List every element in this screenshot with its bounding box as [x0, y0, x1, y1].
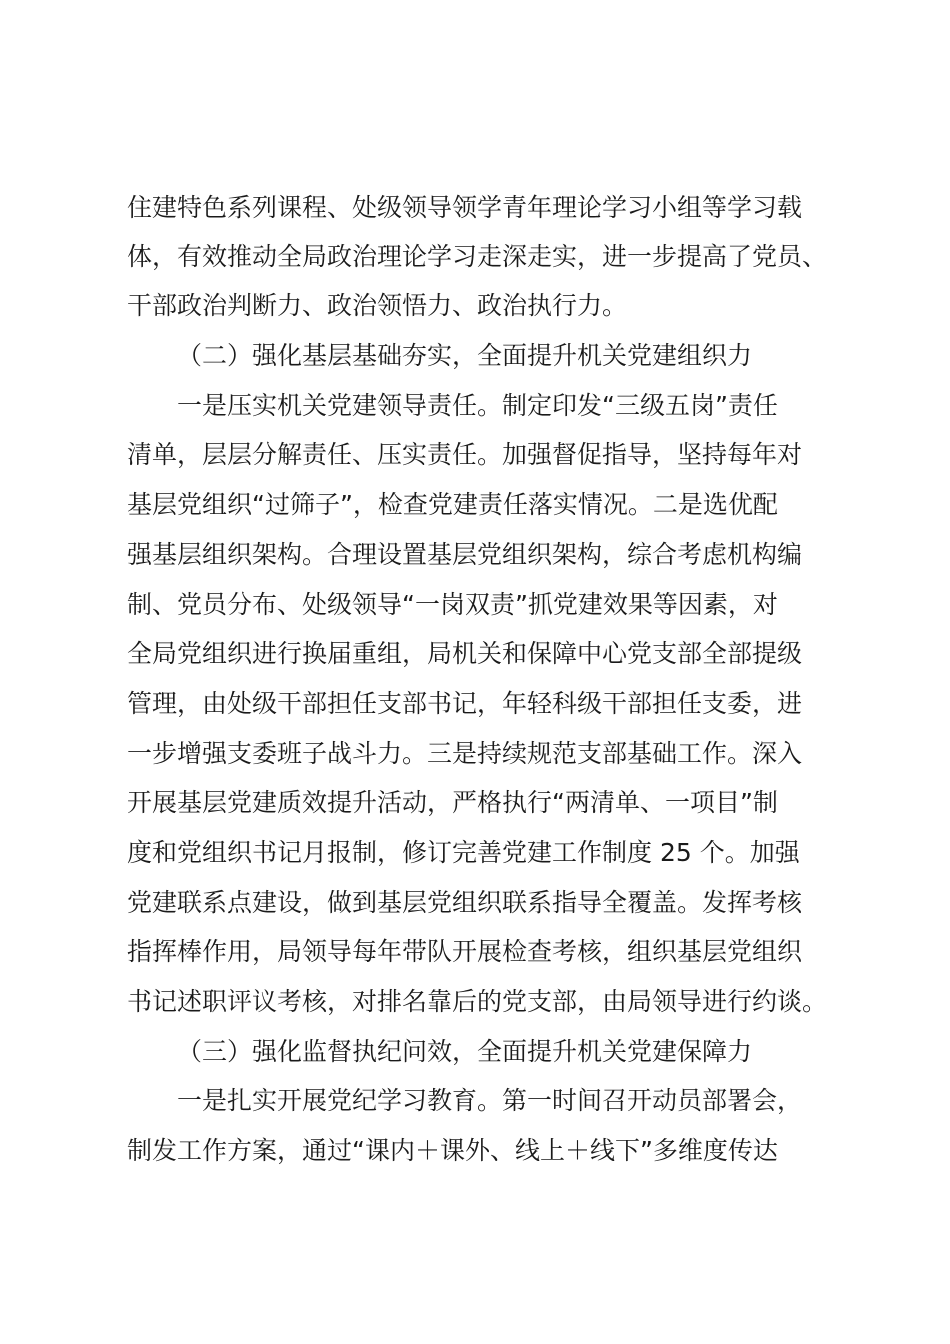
- paragraph-line: 强基层组织架构。合理设置基层党组织架构，综合考虑机构编: [127, 540, 803, 569]
- paragraph-line: 制发工作方案，通过“课内＋课外、线上＋线下”多维度传达: [127, 1136, 778, 1165]
- paragraph-line: 管理，由处级干部担任支部书记，年轻科级干部担任支委，进: [127, 689, 803, 718]
- paragraph-line: 一是扎实开展党纪学习教育。第一时间召开动员部署会，: [177, 1086, 803, 1115]
- paragraph-line: 干部政治判断力、政治领悟力、政治执行力。: [127, 291, 628, 320]
- paragraph-line: 指挥棒作用，局领导每年带队开展检查考核，组织基层党组织: [127, 937, 803, 966]
- paragraph-line: 体，有效推动全局政治理论学习走深走实，进一步提高了党员、: [127, 242, 828, 271]
- paragraph-line: 全局党组织进行换届重组，局机关和保障中心党支部全部提级: [127, 639, 803, 668]
- paragraph-line: 清单，层层分解责任、压实责任。加强督促指导，坚持每年对: [127, 440, 803, 469]
- paragraph-line: 党建联系点建设，做到基层党组织联系指导全覆盖。发挥考核: [127, 888, 803, 917]
- section-heading: （三）强化监督执纪问效，全面提升机关党建保障力: [177, 1037, 753, 1066]
- paragraph-line: 书记述职评议考核，对排名靠后的党支部，由局领导进行约谈。: [127, 987, 828, 1016]
- paragraph-line: 制、党员分布、处级领导“一岗双责”抓党建效果等因素，对: [127, 590, 778, 619]
- paragraph-line: 一步增强支委班子战斗力。三是持续规范支部基础工作。深入: [127, 739, 803, 768]
- paragraph-line: 住建特色系列课程、处级领导领学青年理论学习小组等学习载: [127, 193, 803, 222]
- section-heading: （二）强化基层基础夯实，全面提升机关党建组织力: [177, 341, 753, 370]
- paragraph-line: 基层党组织“过筛子”，检查党建责任落实情况。二是选优配: [127, 490, 778, 519]
- paragraph-line: 开展基层党建质效提升活动，严格执行“两清单、一项目”制: [127, 788, 778, 817]
- paragraph-line: 一是压实机关党建领导责任。制定印发“三级五岗”责任: [177, 391, 778, 420]
- paragraph-line: 度和党组织书记月报制，修订完善党建工作制度 25 个。加强: [127, 838, 800, 867]
